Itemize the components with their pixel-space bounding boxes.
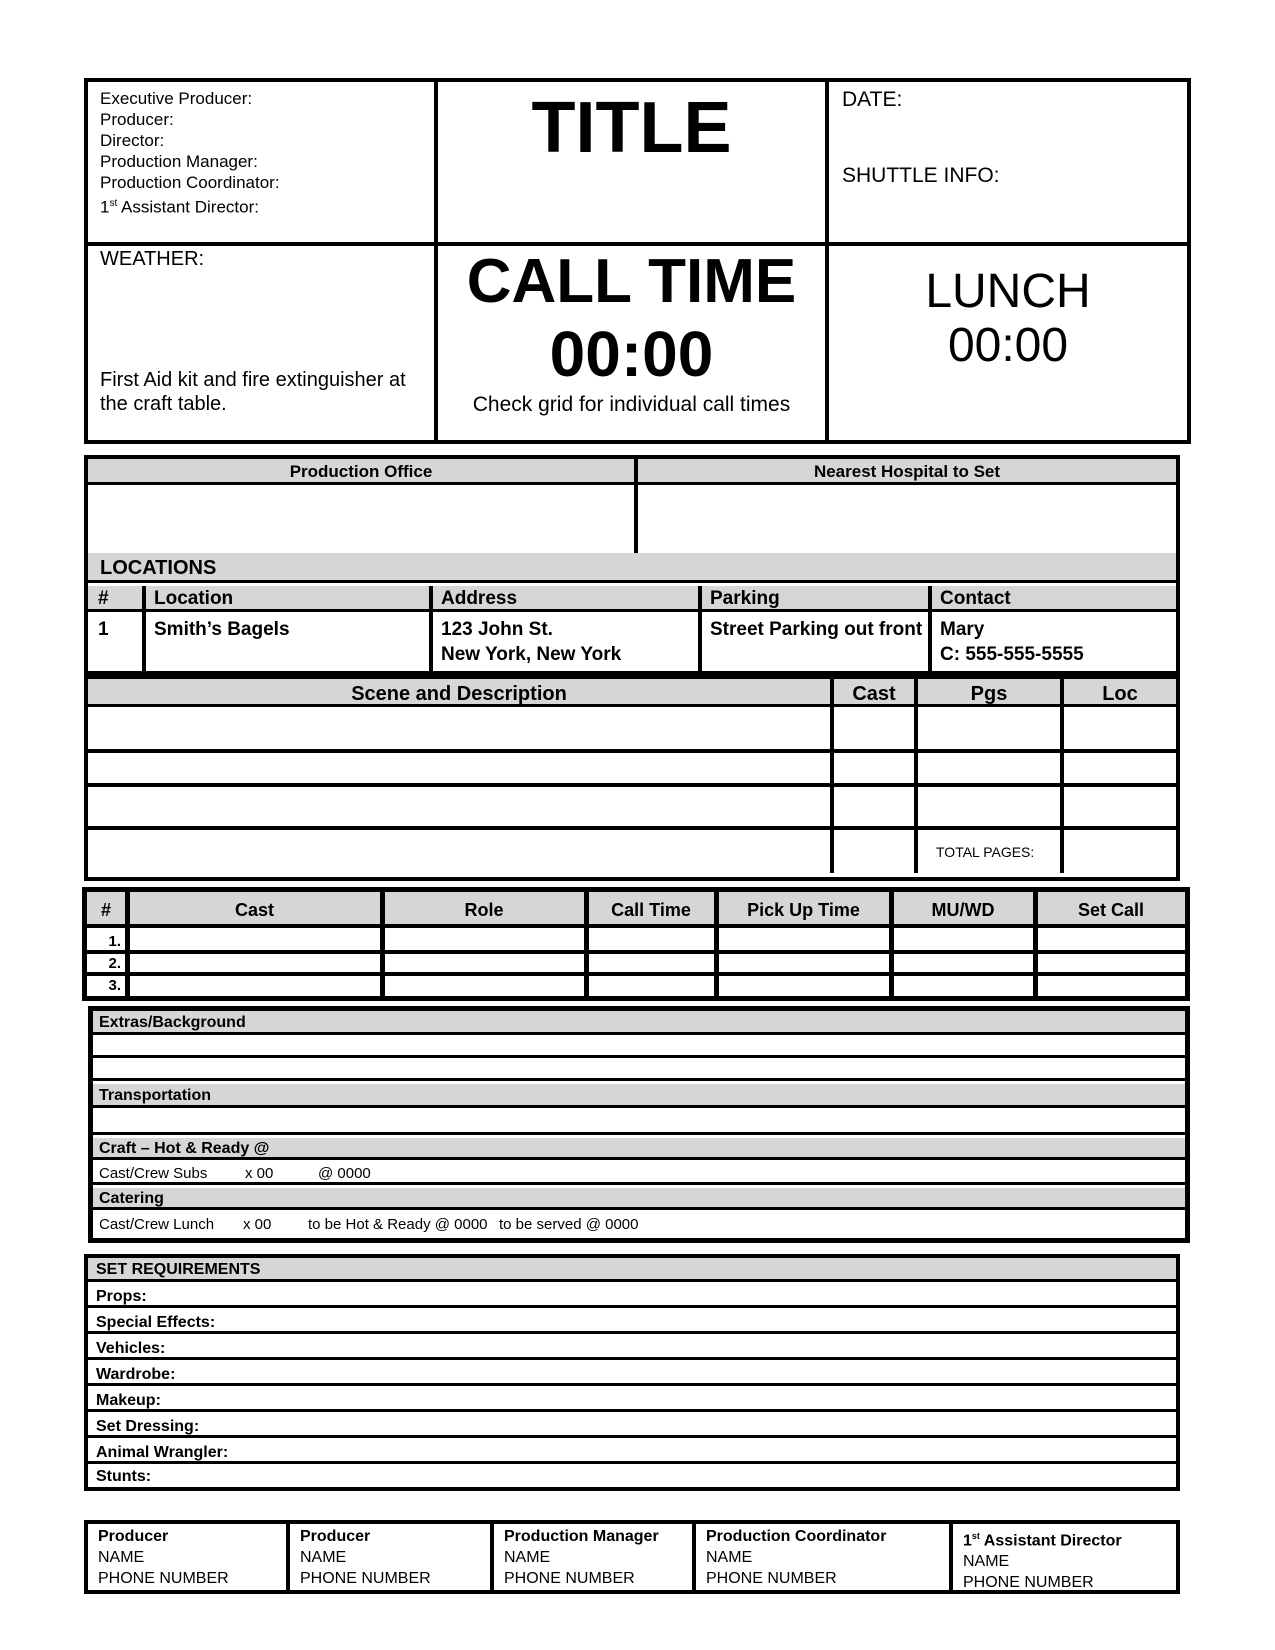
set-req-stunts[interactable]: Stunts:	[96, 1468, 152, 1485]
staff-label-production-coordinator: Production Coordinator:	[100, 173, 280, 192]
locations-col-contact: Contact	[940, 588, 1011, 609]
extras-row[interactable]	[93, 1038, 1185, 1058]
contact-producer-1	[98, 1526, 284, 1589]
set-requirements-title: SET REQUIREMENTS	[88, 1258, 1176, 1282]
divider	[698, 586, 702, 671]
total-pages-label: TOTAL PAGES:	[936, 844, 1035, 860]
scene-row[interactable]	[88, 711, 1176, 753]
scenes-col-cast: Cast	[852, 683, 896, 705]
contact-role: Production Coordinator	[706, 1528, 887, 1545]
contact-role: Producer	[300, 1528, 371, 1545]
set-requirements-section	[84, 1254, 1180, 1491]
office-section	[84, 455, 1180, 557]
locations-col-num: #	[98, 588, 109, 609]
contact-name: NAME	[300, 1549, 347, 1566]
page-title: TITLE	[531, 88, 732, 168]
call-time-label: CALL TIME	[466, 247, 797, 316]
contact-role: Producer	[98, 1528, 169, 1545]
cast-row-num: 3.	[108, 977, 121, 994]
locations-header-row	[88, 586, 1176, 612]
safety-note: First Aid kit and fire extinguisher at the craft table.	[100, 369, 406, 415]
locations-col-address: Address	[441, 588, 518, 609]
staff-label-producer: Producer:	[100, 110, 174, 129]
staff-label-executive-producer: Executive Producer:	[100, 89, 253, 108]
location-row-contact-phone: C: 555-555-5555	[940, 644, 1084, 665]
cast-row[interactable]	[87, 954, 1185, 976]
cast-table	[82, 887, 1190, 1001]
divider	[286, 1524, 290, 1590]
staff-list	[100, 88, 430, 218]
cast-col-set-call: Set Call	[1077, 900, 1145, 920]
date-label: DATE:	[842, 88, 903, 111]
production-office-header: Production Office	[88, 459, 634, 485]
transportation-header: Transportation	[93, 1084, 1185, 1108]
subs-time: @ 0000	[318, 1165, 371, 1182]
craft-header: Craft – Hot & Ready @	[93, 1138, 1185, 1160]
call-time-note: Check grid for individual call times	[472, 393, 791, 416]
cast-row-num: 2.	[108, 955, 121, 972]
contact-role-sup: st	[971, 1531, 980, 1541]
location-row-contact-name: Mary	[940, 619, 985, 640]
cast-col-role: Role	[464, 900, 504, 920]
locations-col-location: Location	[154, 588, 234, 609]
extras-section	[88, 1006, 1190, 1243]
production-office-field[interactable]	[88, 488, 634, 553]
weather-label: WEATHER:	[100, 248, 205, 270]
staff-label-production-manager: Production Manager:	[100, 152, 258, 171]
contact-producer-2	[300, 1526, 488, 1589]
contact-phone: PHONE NUMBER	[98, 1570, 229, 1587]
first-ad-suffix: Assistant Director:	[117, 197, 259, 217]
extras-header: Extras/Background	[93, 1011, 1185, 1035]
divider	[949, 1524, 953, 1590]
scenes-col-pgs: Pgs	[970, 683, 1008, 705]
location-row-num: 1	[98, 619, 109, 640]
catering-lunch-qty: x 00	[243, 1216, 272, 1233]
cast-row-num: 1.	[108, 933, 121, 950]
first-ad-prefix: 1	[100, 197, 110, 217]
locations-section	[84, 553, 1180, 675]
divider	[825, 82, 829, 440]
contact-first-ad	[963, 1526, 1173, 1593]
contacts-footer	[84, 1520, 1180, 1594]
cast-row[interactable]	[87, 932, 1185, 954]
location-row-address-1: 123 John St.	[441, 619, 553, 640]
contact-phone: PHONE NUMBER	[504, 1570, 635, 1587]
set-req-special-effects[interactable]: Special Effects:	[88, 1311, 1176, 1334]
shuttle-label: SHUTTLE INFO:	[842, 164, 1000, 187]
scenes-col-loc: Loc	[1102, 683, 1138, 705]
scene-row[interactable]	[88, 787, 1176, 830]
cast-col-cast: Cast	[234, 900, 274, 920]
staff-label-director: Director:	[100, 131, 165, 150]
catering-lunch-label: Cast/Crew Lunch	[99, 1216, 215, 1233]
locations-title: LOCATIONS	[88, 553, 1176, 583]
call-time-value: 00:00	[549, 318, 714, 390]
contact-role	[963, 1526, 1173, 1551]
cast-col-call-time: Call Time	[611, 900, 691, 920]
set-req-set-dressing[interactable]: Set Dressing:	[88, 1415, 1176, 1438]
locations-col-parking: Parking	[710, 588, 780, 609]
contact-name: NAME	[963, 1553, 1010, 1571]
set-req-vehicles[interactable]: Vehicles:	[88, 1337, 1176, 1360]
subs-label: Cast/Crew Subs	[99, 1165, 208, 1182]
contact-name: NAME	[706, 1549, 753, 1566]
catering-lunch-served: to be served @ 0000	[499, 1216, 639, 1233]
transportation-row[interactable]	[93, 1111, 1185, 1135]
contact-role-prefix: 1	[963, 1532, 972, 1550]
set-req-props[interactable]: Props:	[88, 1285, 1176, 1308]
contact-production-manager	[504, 1526, 690, 1589]
contact-role-suffix: Assistant Director	[979, 1532, 1122, 1550]
cast-col-pickup-time: Pick Up Time	[747, 900, 860, 920]
divider	[928, 586, 932, 671]
contact-production-coordinator	[706, 1526, 946, 1589]
nearest-hospital-header: Nearest Hospital to Set	[638, 459, 1176, 485]
header-block	[84, 78, 1191, 444]
nearest-hospital-field[interactable]	[638, 488, 1176, 553]
extras-row[interactable]	[93, 1061, 1185, 1081]
contact-phone: PHONE NUMBER	[300, 1570, 431, 1587]
contact-name: NAME	[98, 1549, 145, 1566]
divider	[490, 1524, 494, 1590]
scenes-col-description: Scene and Description	[351, 683, 567, 705]
set-req-makeup[interactable]: Makeup:	[88, 1389, 1176, 1412]
scene-row[interactable]	[88, 753, 1176, 787]
scenes-section	[84, 671, 1180, 881]
lunch-time: 00:00	[947, 319, 1069, 372]
location-row-parking: Street Parking out front	[710, 619, 923, 640]
first-ad-sup: st	[109, 198, 118, 209]
divider	[429, 586, 433, 671]
lunch-label: LUNCH	[925, 265, 1091, 318]
set-req-wardrobe[interactable]: Wardrobe:	[88, 1363, 1176, 1386]
divider	[142, 586, 146, 671]
contact-role: Production Manager	[504, 1528, 659, 1545]
catering-header: Catering	[93, 1188, 1185, 1210]
cast-col-num: #	[100, 900, 111, 920]
contact-name: NAME	[504, 1549, 551, 1566]
subs-qty: x 00	[245, 1165, 274, 1182]
location-row-name: Smith’s Bagels	[154, 619, 290, 640]
catering-lunch-ready: to be Hot & Ready @ 0000	[308, 1216, 488, 1233]
contact-phone: PHONE NUMBER	[963, 1574, 1094, 1592]
divider	[692, 1524, 696, 1590]
set-req-animal-wrangler[interactable]: Animal Wrangler:	[88, 1441, 1176, 1464]
location-row-address-2: New York, New York	[441, 644, 622, 665]
cast-col-mu-wd: MU/WD	[931, 900, 995, 920]
scene-row[interactable]	[88, 830, 830, 873]
staff-label-first-ad	[100, 193, 430, 218]
cast-row[interactable]	[87, 976, 1185, 996]
contact-phone: PHONE NUMBER	[706, 1570, 837, 1587]
